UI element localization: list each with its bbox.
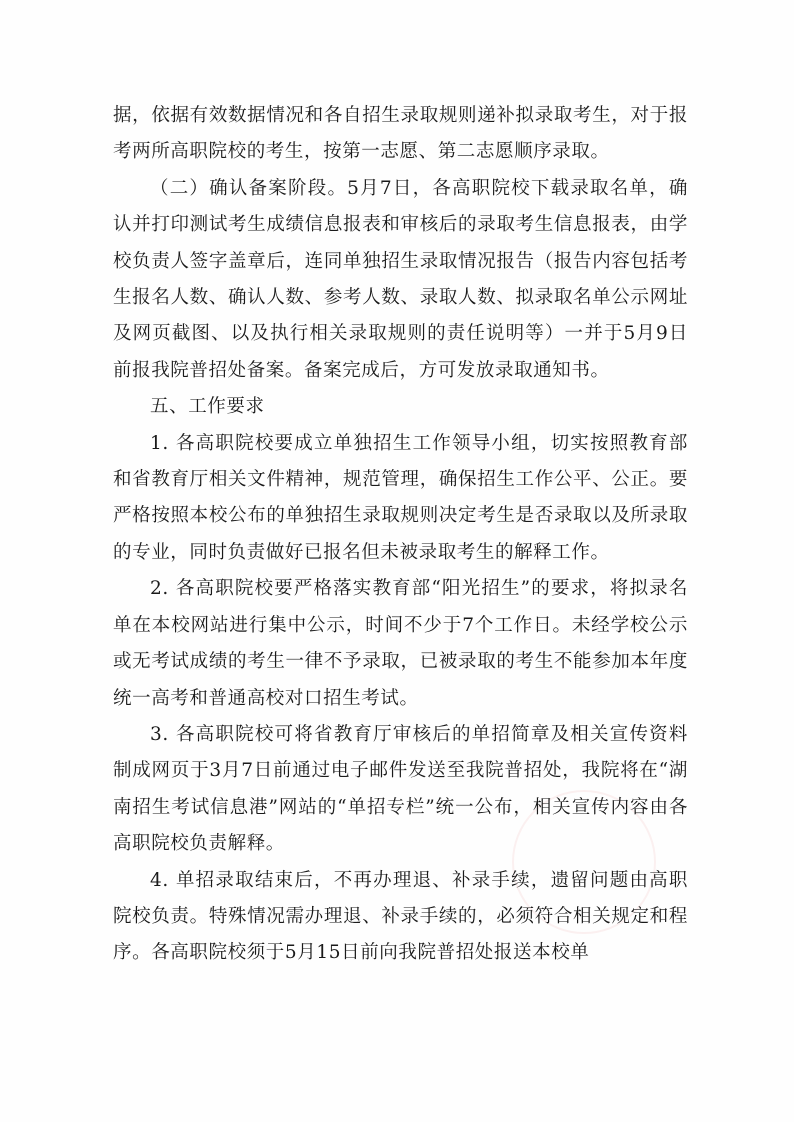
paragraph-continuation: 据，依据有效数据情况和各自招生录取规则递补拟录取考生，对于报考两所高职院校的考生，按第一志愿、第二志愿顺序录取。 [113,105,688,163]
document-body [113,98,688,972]
paragraph-confirm-filing-stage: （二）确认备案阶段。5月7日，各高职院校下载录取名单，确认并打印测试考生成绩信息报表和审核后的录取考生信息报表，由学校负责人签字盖章后，连同单独招生录取情况报告（报告内容包括考生报名人数、确认人数、参考人数、录取人数、拟录取名单公示网址及网页截图、以及执行相关录取规则的责任说明等）一并于5月9日前报我院普招处备案。备案完成后，方可发放录取通知书。 [113,177,688,381]
requirement-item-1: 1. 各高职院校要成立单独招生工作领导小组，切实按照教育部和省教育厅相关文件精神，规范管理，确保招生工作公平、公正。要严格按照本校公布的单独招生录取规则决定考生是否录取以及所录取的专业，同时负责做好已报名但未被录取考生的解释工作。 [113,432,688,563]
section-heading-work-requirements: 五、工作要求 [150,396,265,418]
requirement-item-4: 4. 单招录取结束后，不再办理退、补录手续，遗留问题由高职院校负责。特殊情况需办理退、补录手续的，必须符合相关规定和程序。各高职院校须于5月15日前向我院普招处报送本校单 [113,869,688,964]
requirement-item-2: 2. 各高职院校要严格落实教育部“阳光招生”的要求，将拟录名单在本校网站进行集中公示，时间不少于7个工作日。未经学校公示或无考试成绩的考生一律不予录取，已被录取的考生不能参加本年度统一高考和普通高校对口招生考试。 [113,578,688,709]
requirement-item-3: 3. 各高职院校可将省教育厅审核后的单招简章及相关宣传资料制成网页于3月7日前通过电子邮件发送至我院普招处，我院将在“湖南招生考试信息港”网站的“单招专栏”统一公布，相关宣传内容由各高职院校负责解释。 [113,723,688,855]
